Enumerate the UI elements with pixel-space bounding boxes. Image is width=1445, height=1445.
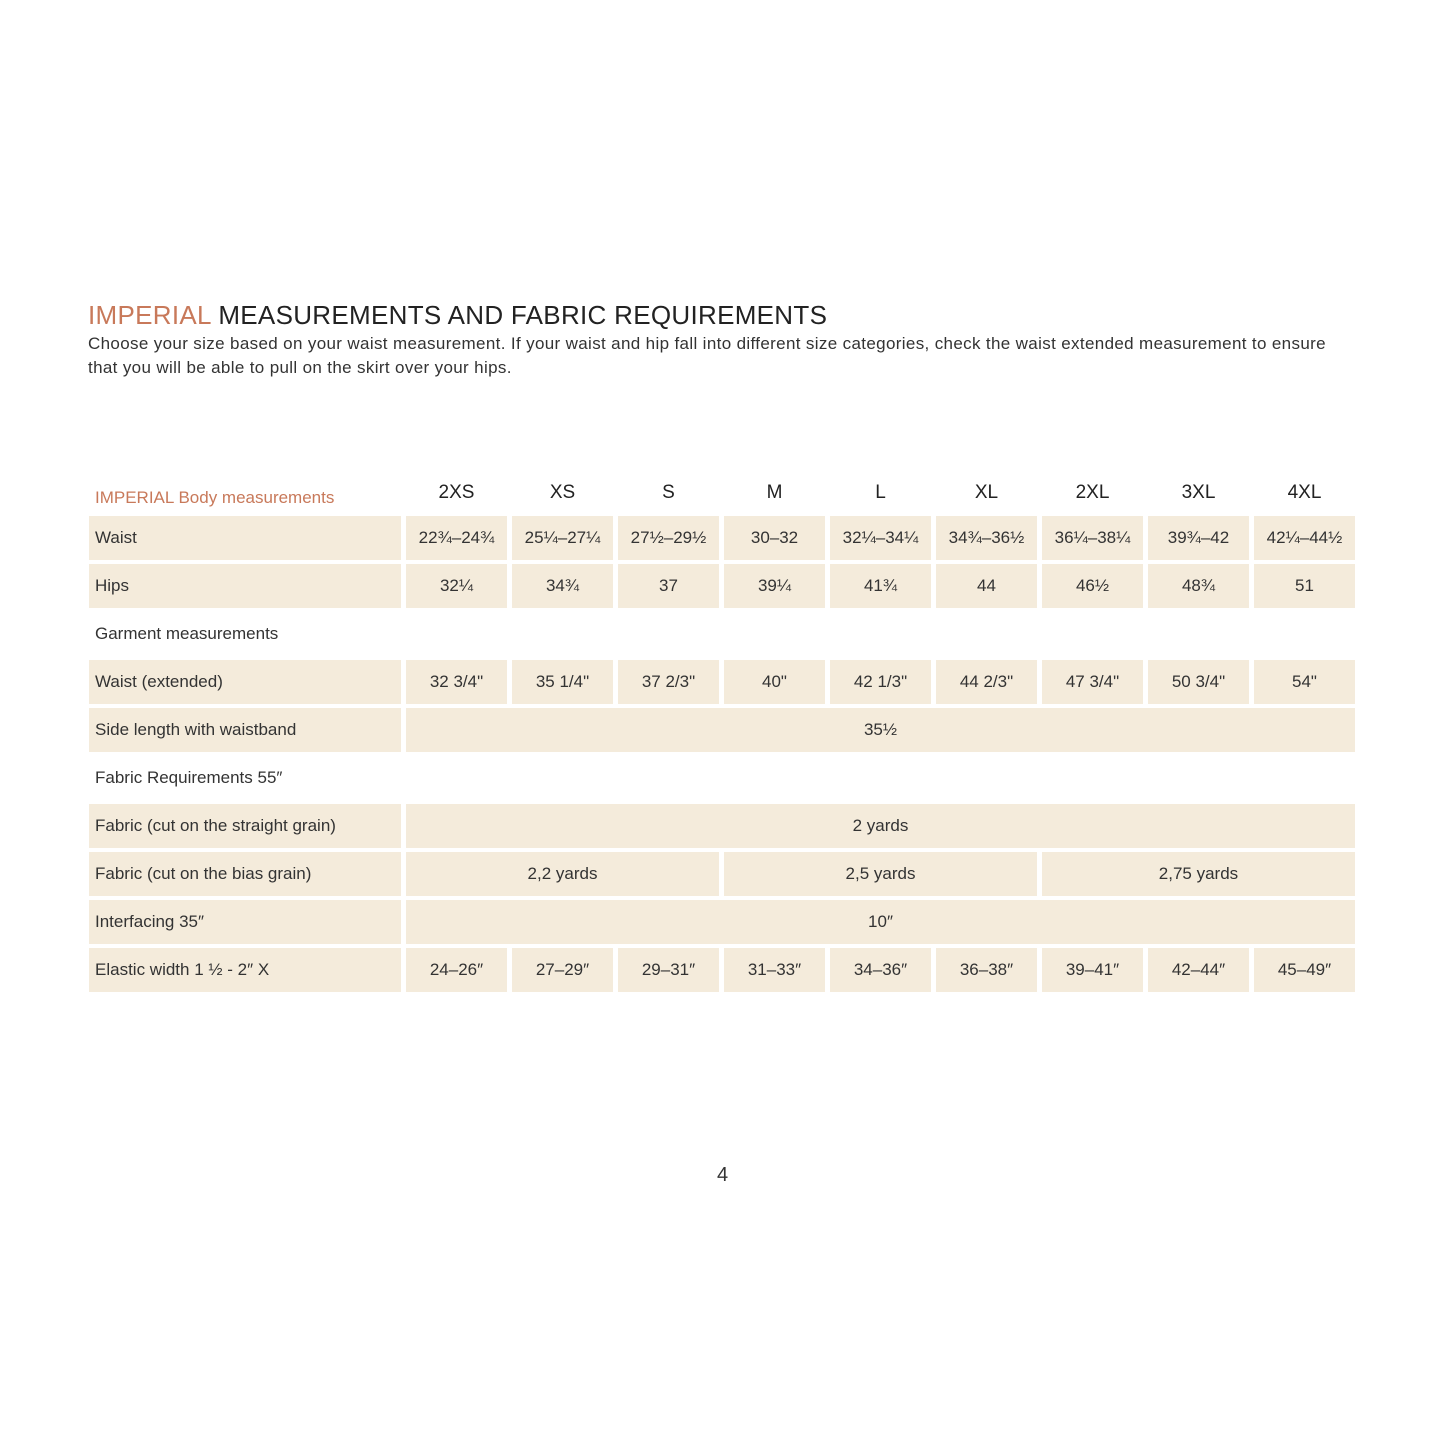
table-cell: 37 2/3" xyxy=(618,660,719,704)
table-cell: 32¼–34¼ xyxy=(830,516,931,560)
table-cell: 54" xyxy=(1254,660,1355,704)
body-measurements-heading: IMPERIAL Body measurements xyxy=(95,488,335,507)
table-cell: 27–29″ xyxy=(512,948,613,992)
size-header: 2XS xyxy=(438,482,475,503)
table-cell: 48¾ xyxy=(1148,564,1249,608)
table-cell: 39¼ xyxy=(724,564,825,608)
table-cell: 46½ xyxy=(1042,564,1143,608)
row-label: Fabric (cut on the straight grain) xyxy=(89,804,401,848)
fabric-bias-row xyxy=(89,852,1355,896)
row-label: Elastic width 1 ½ - 2″ X xyxy=(89,948,401,992)
section-heading: Fabric Requirements 55″ xyxy=(95,768,283,787)
table-cell: 25¼–27¼ xyxy=(512,516,613,560)
table-cell: 35½ xyxy=(406,708,1355,752)
side-length-row xyxy=(89,708,1355,752)
table-cell: 47 3/4" xyxy=(1042,660,1143,704)
table-cell: 2 yards xyxy=(406,804,1355,848)
table-cell: 39¾–42 xyxy=(1148,516,1249,560)
table-cell: 36–38″ xyxy=(936,948,1037,992)
table-cell: 50 3/4" xyxy=(1148,660,1249,704)
table-cell: 39–41″ xyxy=(1042,948,1143,992)
table-cell: 22¾–24¾ xyxy=(406,516,507,560)
table-cell: 10″ xyxy=(406,900,1355,944)
size-header: XL xyxy=(974,482,999,503)
table-cell: 34¾–36½ xyxy=(936,516,1037,560)
table-cell: 44 2/3" xyxy=(936,660,1037,704)
size-header: M xyxy=(766,482,783,503)
row-label: Side length with waistband xyxy=(89,708,401,752)
row-label: Hips xyxy=(89,564,401,608)
size-header: 4XL xyxy=(1287,482,1322,503)
table-cell: 32 3/4" xyxy=(406,660,507,704)
table-cell: 30–32 xyxy=(724,516,825,560)
hips-row xyxy=(89,564,1355,608)
waist-row xyxy=(89,516,1355,560)
garment-section-row xyxy=(89,612,1355,656)
table-cell: 34–36″ xyxy=(830,948,931,992)
table-cell: 2,2 yards xyxy=(406,852,719,896)
fabric-section-row xyxy=(89,756,1355,800)
elastic-row xyxy=(89,948,1355,992)
table-cell: 42 1/3" xyxy=(830,660,931,704)
fabric-straight-row xyxy=(89,804,1355,848)
interfacing-row xyxy=(89,900,1355,944)
row-label: Fabric (cut on the bias grain) xyxy=(89,852,401,896)
size-header-row xyxy=(89,462,1355,512)
table-cell: 27½–29½ xyxy=(618,516,719,560)
title-rest: MEASUREMENTS AND FABRIC REQUIREMENTS xyxy=(210,300,828,330)
table-cell: 2,75 yards xyxy=(1042,852,1355,896)
table-cell: 31–33″ xyxy=(724,948,825,992)
table-cell: 36¼–38¼ xyxy=(1042,516,1143,560)
table-cell: 44 xyxy=(936,564,1037,608)
table-cell: 29–31″ xyxy=(618,948,719,992)
table-cell: 41¾ xyxy=(830,564,931,608)
table-cell: 2,5 yards xyxy=(724,852,1037,896)
table-cell: 42¼–44½ xyxy=(1254,516,1355,560)
size-header: 3XL xyxy=(1181,482,1216,503)
waist-extended-row xyxy=(89,660,1355,704)
row-label: Waist (extended) xyxy=(89,660,401,704)
intro-text: Choose your size based on your waist measurement. If your waist and hip fall into different size categories, check the waist extended measurement to ensure that you will be able to pull on the skirt over your hips. xyxy=(88,334,1326,377)
table-cell: 40" xyxy=(724,660,825,704)
table-cell: 45–49″ xyxy=(1254,948,1355,992)
page-title xyxy=(88,300,827,331)
row-label: Waist xyxy=(89,516,401,560)
table-cell: 32¼ xyxy=(406,564,507,608)
table-cell: 34¾ xyxy=(512,564,613,608)
title-accent: IMPERIAL xyxy=(88,300,211,330)
table-cell: 37 xyxy=(618,564,719,608)
table-cell: 51 xyxy=(1254,564,1355,608)
section-heading: Garment measurements xyxy=(95,624,279,643)
table-cell: 42–44″ xyxy=(1148,948,1249,992)
size-header: S xyxy=(662,482,675,503)
table-cell: 35 1/4" xyxy=(512,660,613,704)
size-header: L xyxy=(875,482,886,503)
table-cell: 24–26″ xyxy=(406,948,507,992)
size-header: 2XL xyxy=(1075,482,1110,503)
size-chart-table xyxy=(84,458,1360,996)
row-label: Interfacing 35″ xyxy=(89,900,401,944)
page-number: 4 xyxy=(716,1164,729,1186)
size-header: XS xyxy=(549,482,576,503)
